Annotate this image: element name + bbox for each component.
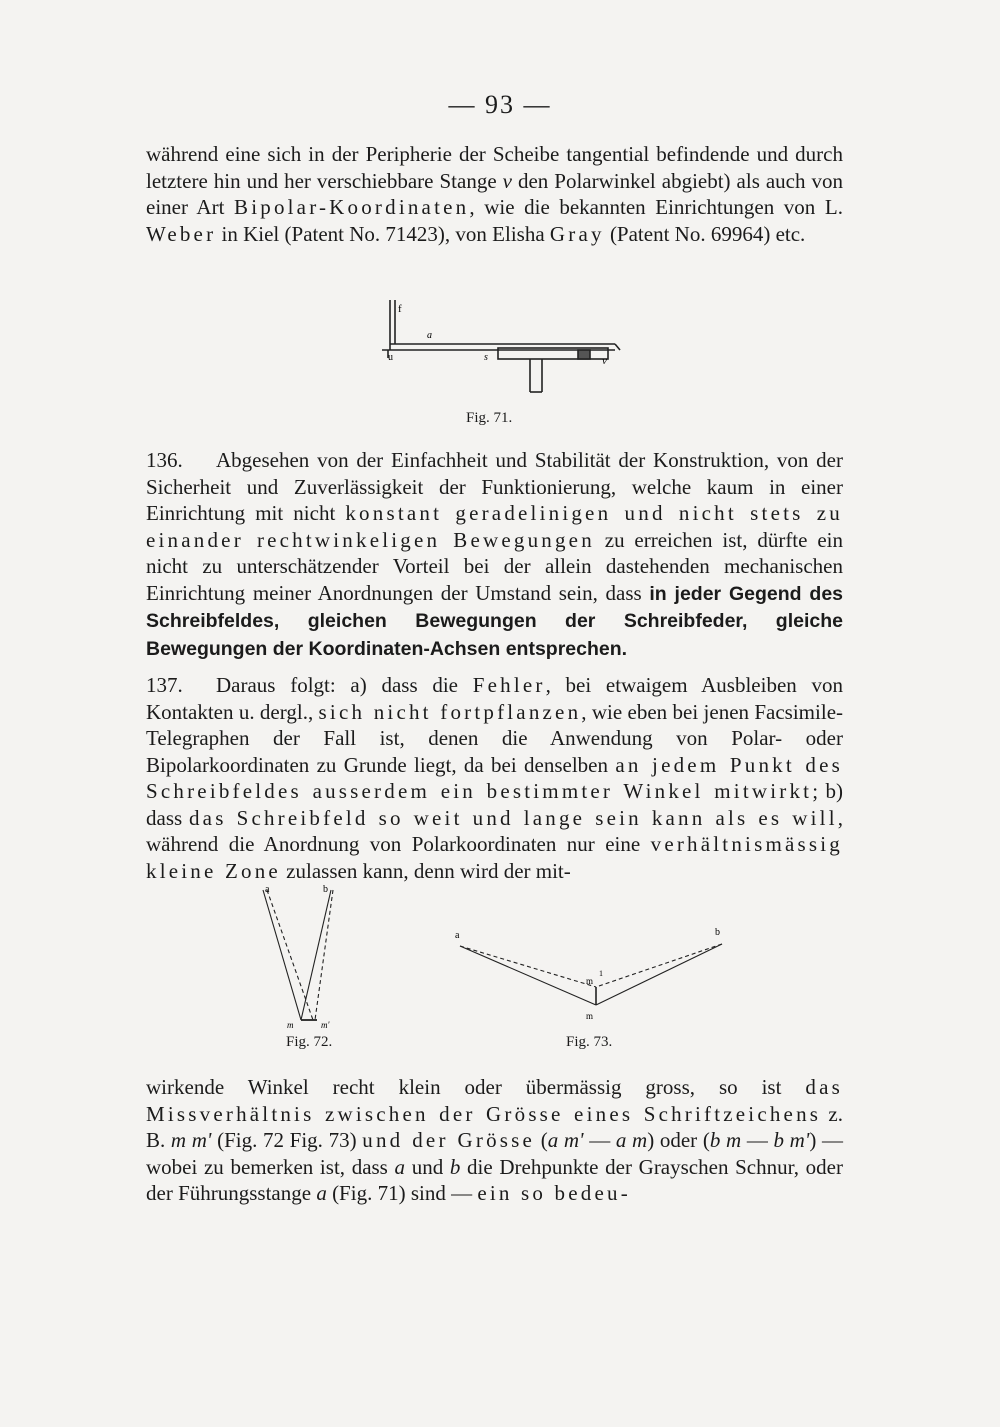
italic-math: a	[316, 1181, 327, 1205]
paragraph-number: 137.	[146, 673, 183, 697]
text: z. B.	[146, 1101, 843, 1152]
figure-71	[370, 292, 630, 402]
paragraph-136	[146, 447, 843, 662]
fig73-label-m-top: m	[586, 976, 594, 986]
fig72-label-m: m	[287, 1020, 294, 1030]
italic-math: a	[394, 1154, 406, 1179]
figure-73-drawing	[460, 944, 722, 1005]
bold-text: in jeder Gegend des Schreibfeldes, gleichen Bewegungen der Schreibfeder, gleiche Bewegungen der Koordinaten-Achsen entsprechen.	[146, 582, 844, 660]
text: den Polarwinkel abgiebt) als auch von einer Art	[146, 168, 843, 219]
figure-71-caption: Fig. 71.	[466, 410, 513, 426]
page-number: — 93 —	[448, 90, 552, 119]
italic-math: a m	[615, 1128, 648, 1152]
text: in Kiel (Patent No. 71423), von Elisha	[216, 221, 550, 246]
spaced-text: Weber	[146, 221, 217, 246]
text: , wie eben bei jenen Facsimile-Telegraphen der Fall ist, denen die Anwendung von Polar- oder Bipolarkoordinaten zu Grunde liegt, da bei denselben	[146, 699, 844, 777]
italic-math: a m'	[547, 1128, 584, 1152]
fig71-label-u: u	[388, 352, 393, 363]
text: , bei etwaigem Ausbleiben von Kontakten u. dergl.,	[146, 673, 843, 724]
figure-71-drawing	[382, 300, 620, 392]
italic-math: b m	[709, 1128, 742, 1152]
text: und	[405, 1154, 450, 1179]
spaced-text: Fehler	[472, 673, 546, 697]
fig73-label-a: a	[455, 930, 460, 941]
paragraph-number: 136.	[146, 448, 183, 472]
spaced-text: sich nicht fortpflanzen	[318, 699, 582, 724]
text: während eine sich in der Peripherie der Scheibe tangential befindende und durch letztere hin und her verschiebbare Stange	[146, 142, 843, 193]
text: Daraus folgt: a) dass die	[216, 673, 473, 697]
text: Abgesehen von der Einfachheit und Stabilität der Konstruktion, von der Sicherheit und Zuverlässigkeit der Funktionierung, welche kaum in einer Einrichtung mit nicht	[146, 448, 843, 525]
fig73-label-b: b	[715, 927, 720, 938]
text: , wie die bekannten Einrichtungen von L.	[469, 195, 843, 219]
text: (Fig. 71) sind —	[326, 1181, 478, 1205]
figure-73-caption: Fig. 73.	[566, 1034, 613, 1050]
fig71-label-v: v	[602, 355, 607, 367]
spaced-text: das Missverhältnis zwischen der Grösse eines Schriftzeichens	[146, 1075, 843, 1126]
fig71-label-a: a	[427, 330, 432, 341]
text: ) oder (	[647, 1128, 710, 1152]
figure-72-caption: Fig. 72.	[286, 1034, 333, 1050]
text: zulassen kann, denn wird der mit-	[280, 858, 571, 883]
spaced-text: und der Grösse	[362, 1128, 536, 1152]
fig72-label-b: b	[323, 884, 328, 895]
text: ) — wobei zu bemerken ist, dass	[146, 1128, 844, 1179]
fig73-label-one: 1	[599, 969, 603, 978]
variable-v: v	[502, 168, 512, 193]
spaced-text: Bipolar-Koordinaten	[234, 195, 470, 219]
fig72-label-m1: m'	[321, 1020, 330, 1030]
paragraph-intro	[146, 141, 843, 247]
text: wirkende Winkel recht klein oder übermässig gross, so ist	[146, 1075, 806, 1099]
italic-math: m m'	[170, 1128, 212, 1152]
spaced-text: konstant geradelinigen und nicht stets zu einander rechtwinkeligen Bewegungen	[146, 501, 843, 552]
fig71-label-s: s	[484, 352, 488, 363]
text: (Fig. 72 Fig. 73)	[211, 1128, 363, 1152]
spaced-text: verhältnismässig kleine Zone	[146, 832, 843, 883]
figure-72-drawing	[263, 890, 333, 1020]
figure-73	[450, 920, 730, 1030]
spaced-text: Gray	[549, 221, 605, 246]
figure-72	[255, 880, 365, 1030]
text: , während die Anordnung von Polarkoordinaten nur eine	[146, 805, 844, 856]
text: ; b) dass	[146, 779, 844, 830]
fig72-label-a: a	[265, 884, 270, 895]
spaced-text: an jedem Punkt des Schreibfeldes ausserdem ein bestimmter Winkel mitwirkt	[146, 752, 843, 803]
text: die Drehpunkte der Grayschen Schnur, oder der Führungsstange	[146, 1154, 843, 1205]
text: zu erreichen ist, dürfte ein nicht zu unterschätzender Vorteil bei der allein dastehenden mechanischen Einrichtung meiner Anordnungen der Umstand sein, dass	[146, 527, 843, 605]
spaced-text: das Schreibfeld so weit und lange sein kann als es will	[188, 805, 838, 830]
italic-math: b	[449, 1154, 461, 1179]
text: —	[583, 1128, 616, 1152]
spaced-text: ein so bedeu-	[477, 1181, 631, 1205]
fig73-label-m-bottom: m	[586, 1011, 594, 1021]
paragraph-137	[146, 672, 843, 884]
italic-math: b m'	[773, 1128, 810, 1152]
paragraph-continuation	[146, 1074, 843, 1207]
text: (	[535, 1128, 548, 1152]
fig71-label-f: f	[398, 303, 402, 315]
text: —	[741, 1128, 774, 1152]
text: (Patent No. 69964) etc.	[604, 221, 806, 246]
